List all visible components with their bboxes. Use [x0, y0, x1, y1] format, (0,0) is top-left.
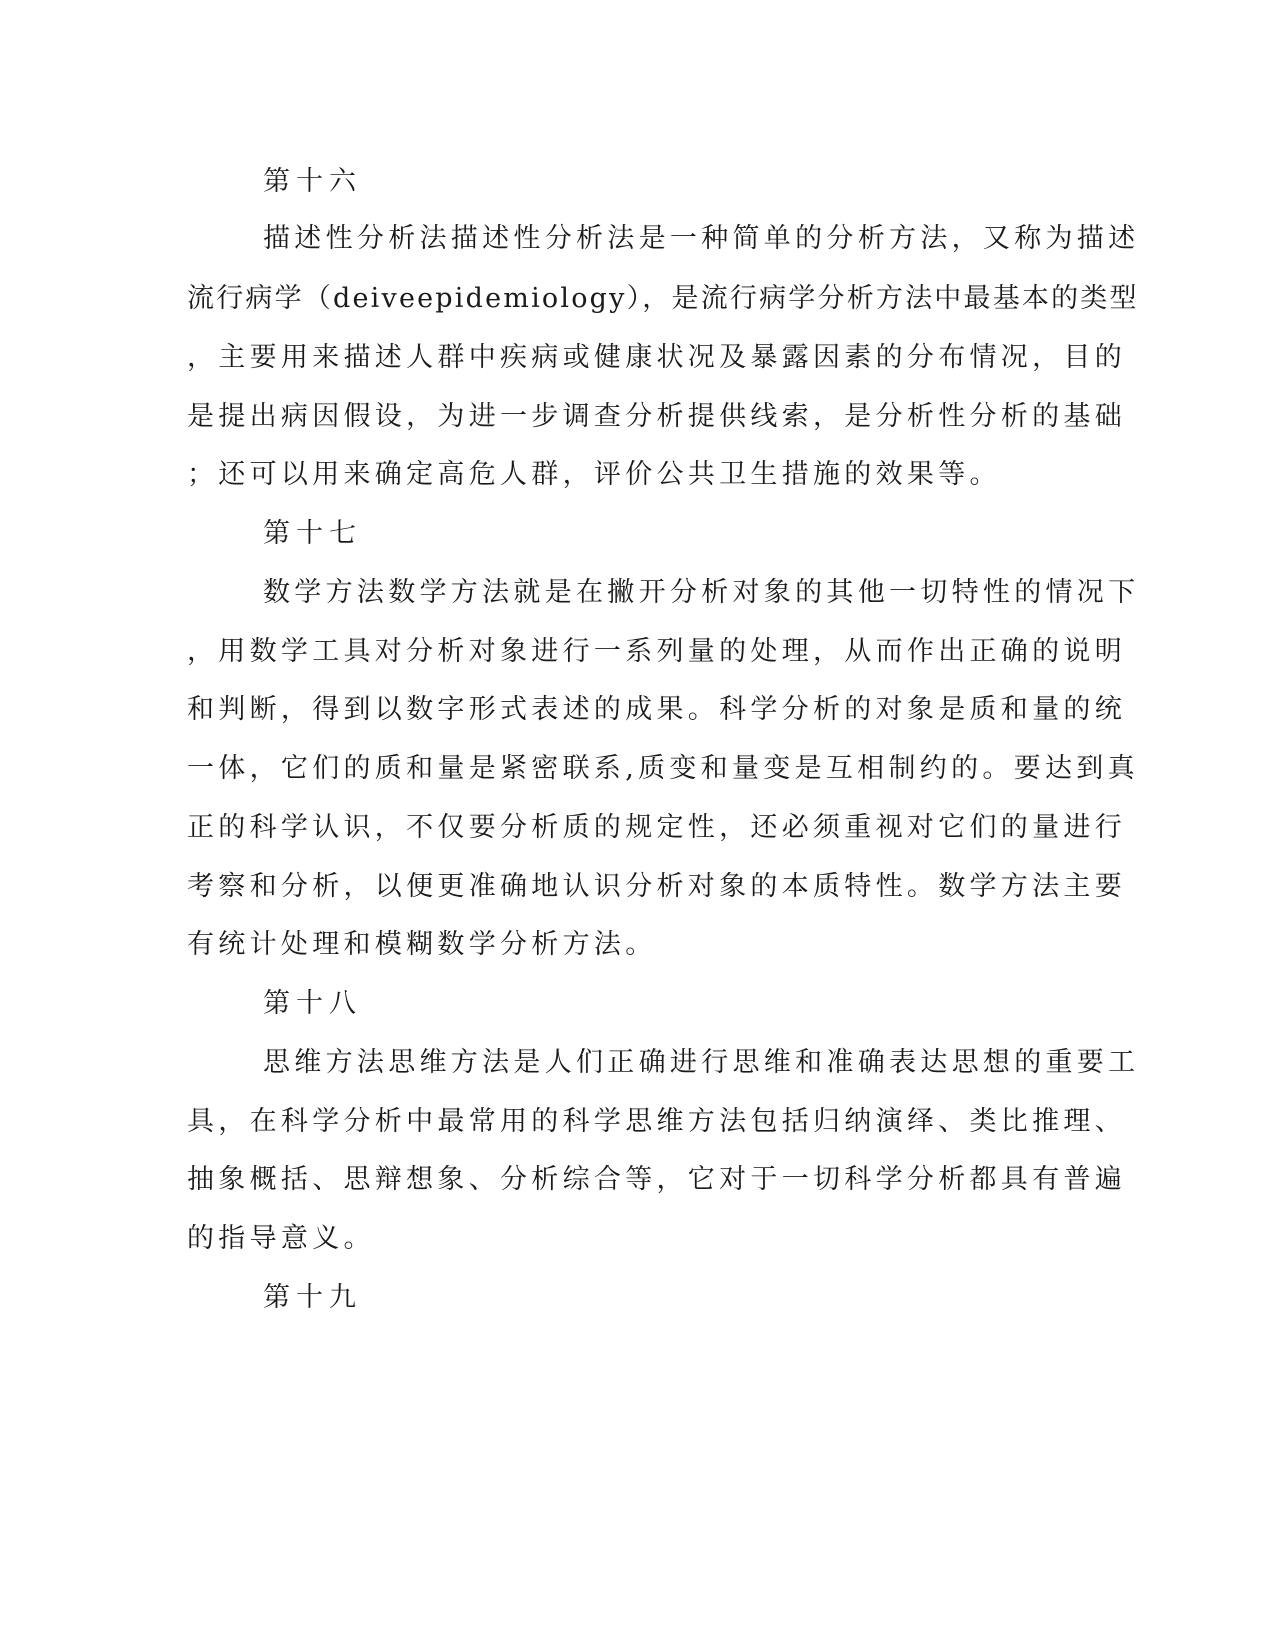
paragraph-line: 和判断，得到以数字形式表述的成果。科学分析的对象是质和量的统 — [187, 694, 1126, 725]
section-heading-17: 第十七 — [263, 518, 362, 549]
section-heading-19: 第十九 — [263, 1282, 362, 1313]
paragraph-line: 抽象概括、思辩想象、分析综合等，它对于一切科学分析都具有普遍 — [187, 1164, 1126, 1195]
paragraph-line: 描述性分析法描述性分析法是一种简单的分析方法，又称为描述 — [263, 223, 1140, 254]
paragraph-line: 有统计处理和模糊数学分析方法。 — [187, 929, 657, 960]
paragraph-line: 数学方法数学方法就是在撇开分析对象的其他一切特性的情况下 — [263, 577, 1140, 608]
paragraph-line: 一体，它们的质和量是紧密联系,质变和量变是互相制约的。要达到真 — [187, 753, 1139, 784]
paragraph-line: 流行病学（deiveepidemiology），是流行病学分析方法中最基本的类型 — [187, 283, 1139, 314]
paragraph-line: 思维方法思维方法是人们正确进行思维和准确表达思想的重要工 — [263, 1047, 1140, 1078]
paragraph-line: 考察和分析，以便更准确地认识分析对象的本质特性。数学方法主要 — [187, 871, 1126, 902]
paragraph-line: 具，在科学分析中最常用的科学思维方法包括归纳演绎、类比推理、 — [187, 1106, 1126, 1137]
section-heading-16: 第十六 — [263, 166, 362, 197]
paragraph-line: 是提出病因假设，为进一步调查分析提供线索，是分析性分析的基础 — [187, 401, 1126, 432]
paragraph-line: ，主要用来描述人群中疾病或健康状况及暴露因素的分布情况，目的 — [187, 342, 1126, 373]
paragraph-line: 的指导意义。 — [187, 1223, 375, 1254]
paragraph-line: ；还可以用来确定高危人群，评价公共卫生措施的效果等。 — [187, 459, 1001, 490]
paragraph-line: ，用数学工具对分析对象进行一系列量的处理，从而作出正确的说明 — [187, 636, 1126, 667]
paragraph-line: 正的科学认识，不仅要分析质的规定性，还必须重视对它们的量进行 — [187, 812, 1126, 843]
section-heading-18: 第十八 — [263, 988, 362, 1019]
